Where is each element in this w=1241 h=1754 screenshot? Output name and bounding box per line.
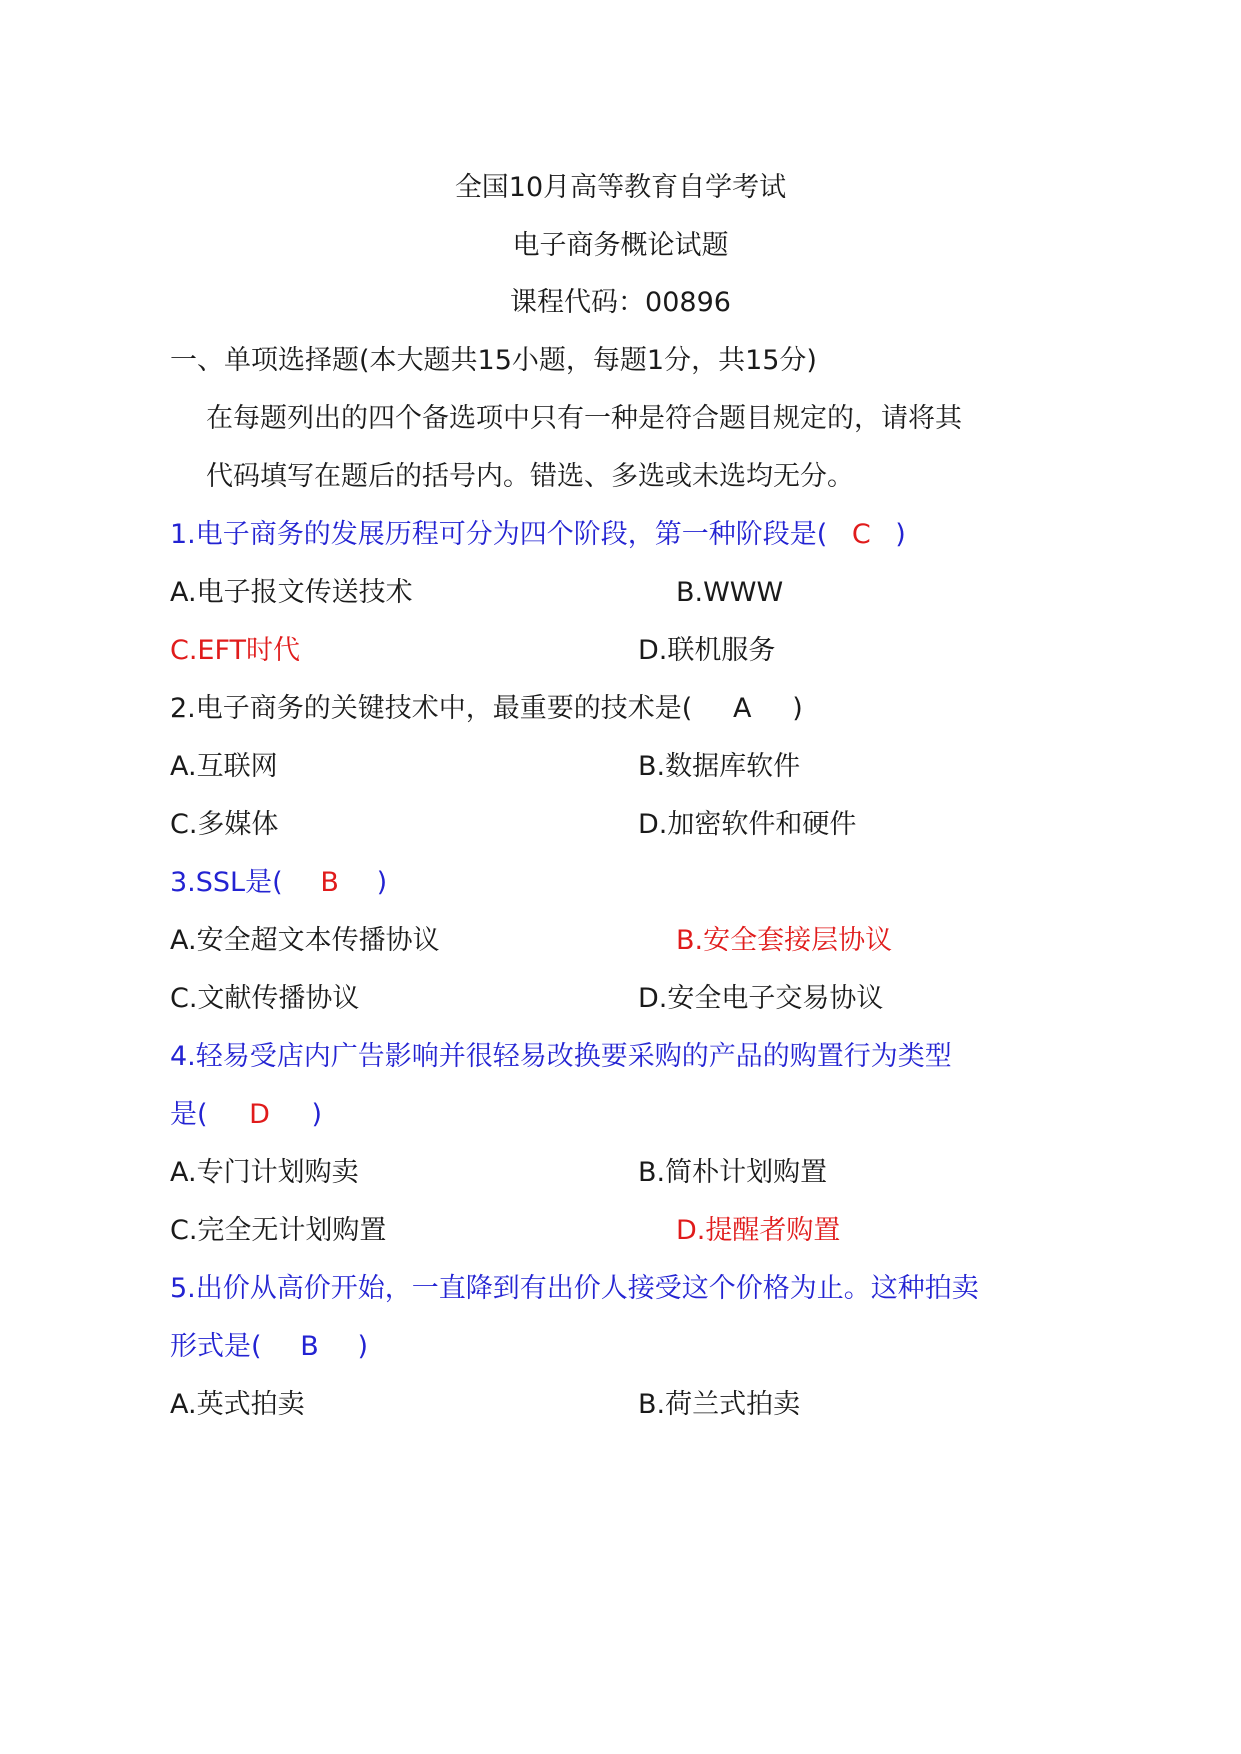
option-1c-correct: C.EFT时代: [170, 635, 301, 666]
answer-mark: B: [300, 1331, 319, 1362]
instruction-line-1: 在每题列出的四个备选项中只有一种是符合题目规定的，请将其: [206, 403, 962, 434]
question-stem-close: ): [311, 1099, 323, 1130]
answer-mark: B: [320, 867, 339, 898]
question-2-stem: [170, 689, 803, 729]
question-stem-text: 是(: [170, 1099, 208, 1130]
option-2a: A.互联网: [170, 751, 278, 782]
question-3-stem: [170, 863, 387, 903]
option-1b: B.WWW: [676, 577, 784, 608]
question-stem-close: ): [376, 867, 388, 898]
question-4-stem-line-1: 4.轻易受店内广告影响并很轻易改换要采购的产品的购置行为类型: [170, 1041, 952, 1072]
answer-mark: D: [249, 1099, 270, 1130]
question-stem-text: 3.SSL是(: [170, 867, 283, 898]
answer-mark: C: [851, 519, 871, 550]
option-3c: C.文献传播协议: [170, 983, 360, 1014]
question-stem-text: 2.电子商务的关键技术中，最重要的技术是(: [170, 693, 693, 724]
option-3a: A.安全超文本传播协议: [170, 925, 440, 956]
question-stem-close: ): [792, 693, 803, 724]
exam-title: 全国10月高等教育自学考试: [454, 172, 787, 203]
option-2b: B.数据库软件: [638, 751, 801, 782]
option-2c: C.多媒体: [170, 809, 279, 840]
section-heading: 一、单项选择题(本大题共15小题，每题1分，共15分): [170, 345, 817, 376]
option-5b: B.荷兰式拍卖: [638, 1389, 801, 1420]
question-1-stem: [170, 515, 906, 555]
question-5-stem-line-2: [170, 1327, 368, 1367]
option-5a: A.英式拍卖: [170, 1389, 305, 1420]
question-stem-text: 1.电子商务的发展历程可分为四个阶段，第一种阶段是(: [170, 519, 828, 550]
option-4a: A.专门计划购卖: [170, 1157, 359, 1188]
question-stem-close: ): [895, 519, 906, 550]
option-1a: A.电子报文传送技术: [170, 577, 413, 608]
instruction-line-2: 代码填写在题后的括号内。错选、多选或未选均无分。: [206, 461, 854, 492]
option-1d: D.联机服务: [638, 635, 776, 666]
answer-mark: A: [733, 693, 752, 724]
option-4b: B.简朴计划购置: [638, 1157, 828, 1188]
option-3d: D.安全电子交易协议: [638, 983, 884, 1014]
question-4-stem-line-2: [170, 1095, 322, 1135]
option-4d-correct: D.提醒者购置: [676, 1215, 841, 1246]
question-5-stem-line-1: 5.出价从高价开始，一直降到有出价人接受这个价格为止。这种拍卖: [170, 1273, 979, 1304]
exam-subtitle: 电子商务概论试题: [512, 230, 729, 261]
question-stem-close: ): [357, 1331, 369, 1362]
option-2d: D.加密软件和硬件: [638, 809, 857, 840]
option-4c: C.完全无计划购置: [170, 1215, 387, 1246]
course-code: 课程代码：00896: [510, 287, 731, 318]
question-stem-text: 形式是(: [170, 1331, 262, 1362]
option-3b-correct: B.安全套接层协议: [676, 925, 893, 956]
